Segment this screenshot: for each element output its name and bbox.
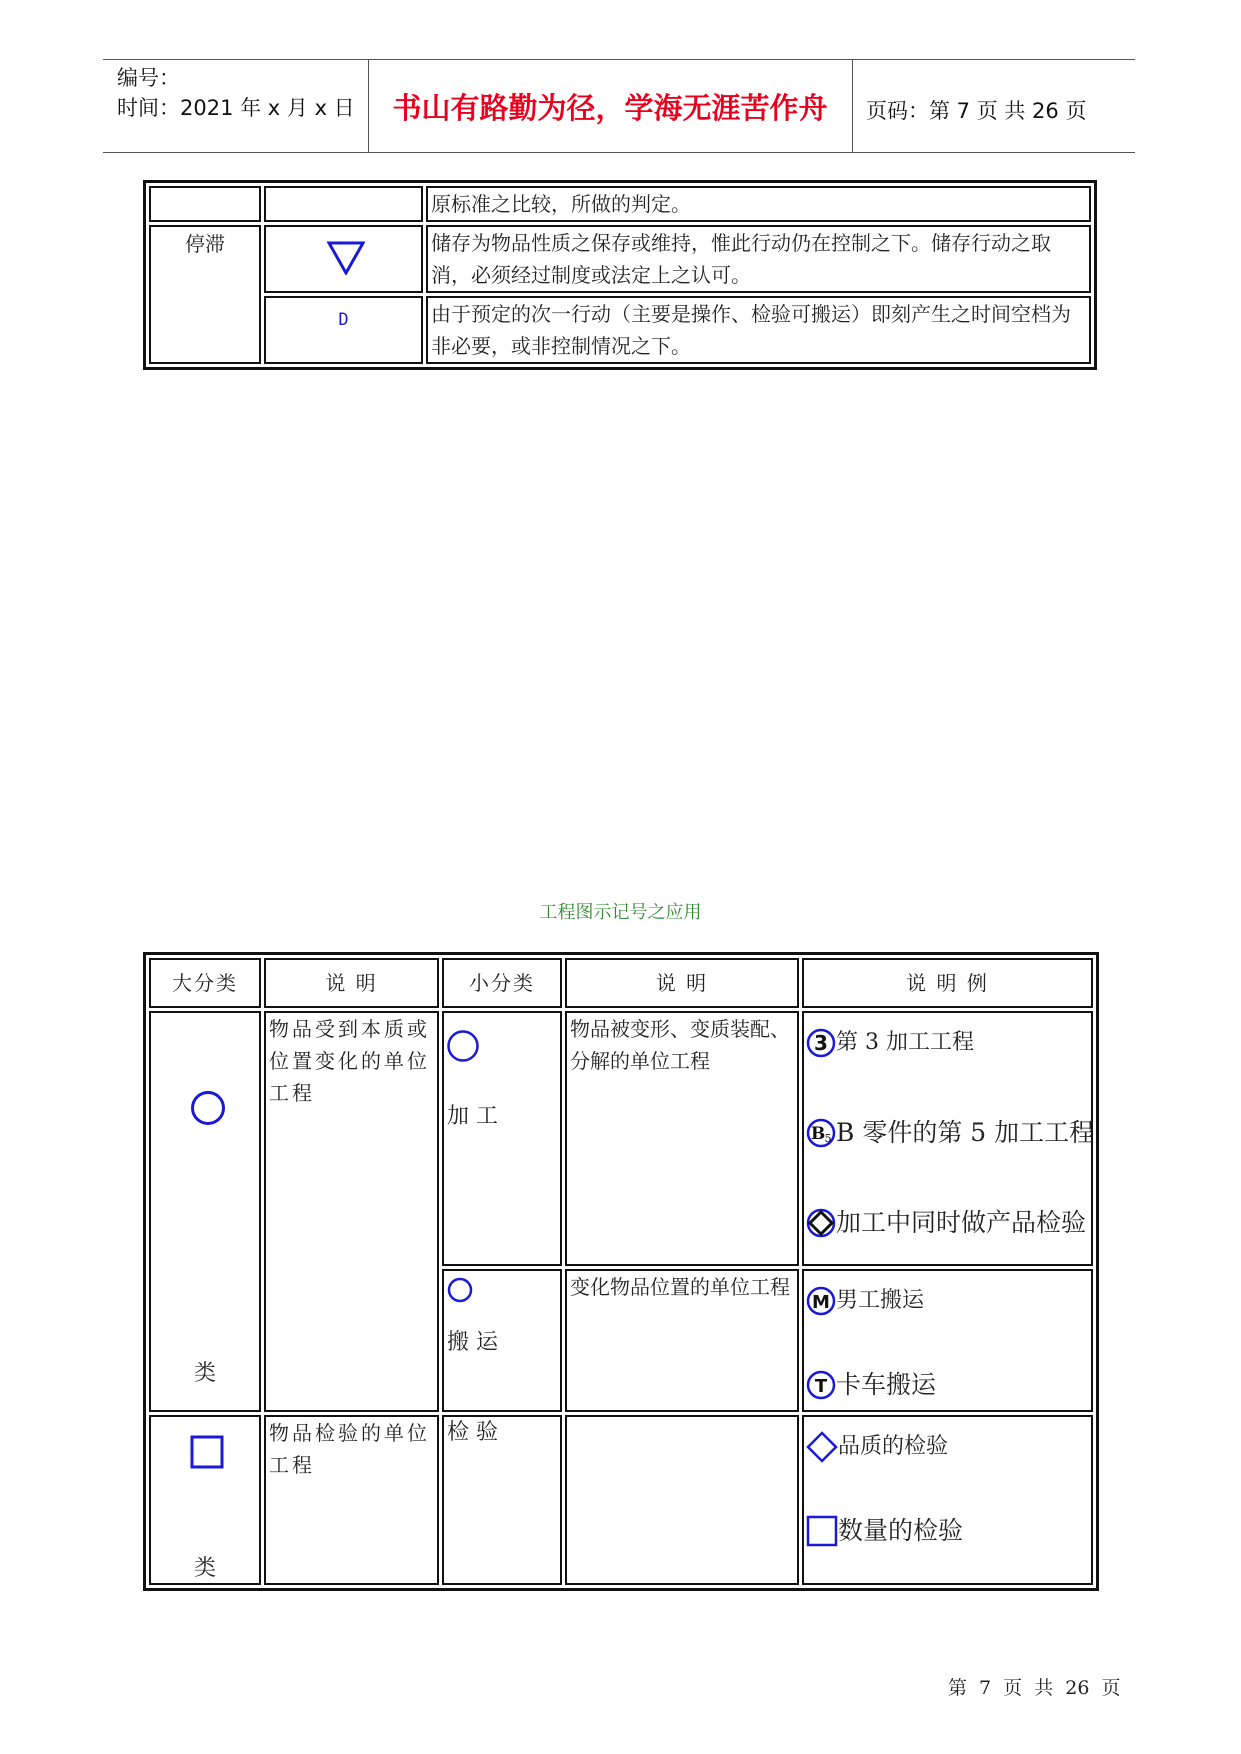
example-row	[806, 1117, 1094, 1149]
header-bottom-rule	[103, 152, 1135, 153]
inspection-description-cell	[264, 1415, 439, 1585]
inspection-label: 检 验	[447, 1420, 498, 1445]
stagnation-category-cell	[149, 225, 261, 364]
example-text: 卡车搬运	[836, 1370, 937, 1399]
svg-text:B: B	[810, 1124, 826, 1144]
storage-description: 储存为物品性质之保存或维持，惟此行动仍在控制之下。储存行动之取消，必须经过制度或法定上之认可。	[431, 231, 1051, 287]
table-row	[149, 1415, 1093, 1585]
example-row	[806, 1285, 924, 1317]
svg-text:M: M	[812, 1292, 830, 1313]
delay-description-cell	[426, 296, 1091, 364]
transport-circle-icon	[447, 1277, 473, 1303]
header-top-rule	[103, 59, 1135, 60]
example-text: 加工中同时做产品检验	[836, 1208, 1087, 1237]
inspection-description: 物品检验的单位工程	[269, 1421, 430, 1477]
diamond-icon	[806, 1431, 838, 1463]
col-header-major-category: 大分类	[149, 958, 261, 1008]
section-caption: 工程图示记号之应用	[539, 902, 702, 923]
example-row	[806, 1369, 936, 1401]
processing-subcategory-cell	[442, 1011, 562, 1266]
svg-text:T: T	[814, 1376, 828, 1397]
transport-description-cell	[565, 1269, 799, 1412]
table-row	[149, 296, 1091, 364]
col-header-description: 说 明	[565, 958, 799, 1008]
col-header-minor-category: 小分类	[442, 958, 562, 1008]
svg-text:3: 3	[814, 1031, 828, 1055]
symbol-table-continued	[143, 180, 1097, 370]
circle-t-icon	[806, 1370, 836, 1400]
table-row	[149, 186, 1091, 222]
processing-description-cell	[264, 1011, 439, 1412]
processing-circle-icon	[190, 1090, 226, 1126]
time-label: 时间：2021 年 x 月 x 日	[117, 96, 355, 120]
storage-description-cell	[426, 225, 1091, 293]
inspection-category-cell	[149, 1415, 261, 1585]
page-label: 页码：第 7 页 共 26 页	[866, 99, 1087, 123]
processing-examples-cell	[802, 1011, 1093, 1266]
example-row	[806, 1515, 963, 1547]
comparison-description: 原标准之比较，所做的判定。	[431, 192, 691, 216]
inspection-examples-cell	[802, 1415, 1093, 1585]
processing-category-cell	[149, 1011, 261, 1412]
motto-title: 书山有路勤为径，学海无涯苦作舟	[392, 91, 828, 125]
circle-m-icon	[806, 1286, 836, 1316]
storage-triangle-icon	[327, 241, 365, 275]
delay-symbol-cell	[264, 296, 423, 364]
table-row	[149, 225, 1091, 293]
processing-circle-icon	[446, 1029, 480, 1063]
processing-sub-description-cell	[565, 1011, 799, 1266]
storage-symbol-cell	[264, 225, 423, 293]
table-row	[149, 1011, 1093, 1266]
example-row	[806, 1207, 1086, 1239]
transport-examples-cell	[802, 1269, 1093, 1412]
col-header-examples: 说 明 例	[802, 958, 1093, 1008]
example-text: 数量的检验	[838, 1516, 964, 1545]
header-row	[149, 958, 1093, 1008]
processing-sub-description: 物品被变形、变质装配、分解的单位工程	[570, 1017, 790, 1073]
example-row	[806, 1431, 948, 1463]
svg-text:5: 5	[824, 1132, 832, 1145]
circle-3-icon	[806, 1028, 836, 1058]
inspection-subcategory-cell	[442, 1415, 562, 1585]
inspection-square-icon	[190, 1435, 224, 1469]
page-footer: 第 7 页 共 26 页	[948, 1677, 1121, 1699]
comparison-description-cell	[426, 186, 1091, 222]
example-row	[806, 1027, 974, 1059]
diamond-in-circle-icon	[806, 1208, 836, 1238]
square-icon	[806, 1515, 838, 1547]
empty-cell	[565, 1415, 799, 1585]
example-text: 男工搬运	[836, 1288, 925, 1313]
stagnation-label: 停滞	[185, 232, 225, 256]
example-text: 第 3 加工工程	[836, 1030, 974, 1055]
empty-cell	[264, 186, 423, 222]
processing-label: 加 工	[447, 1104, 498, 1129]
serial-label: 编号：	[117, 66, 180, 90]
circle-b5-icon	[806, 1118, 836, 1148]
category-suffix: 类	[193, 1361, 216, 1386]
delay-description: 由于预定的次一行动（主要是操作、检验可搬运）即刻产生之时间空档为非必要，或非控制情况之下。	[431, 302, 1071, 358]
process-symbol-table	[143, 952, 1099, 1591]
example-text: B 零件的第 5 加工工程	[836, 1118, 1095, 1147]
example-text: 品质的检验	[838, 1434, 949, 1459]
transport-subcategory-cell	[442, 1269, 562, 1412]
col-header-description: 说 明	[264, 958, 439, 1008]
transport-label: 搬 运	[447, 1330, 498, 1355]
empty-cell	[149, 186, 261, 222]
category-suffix: 类	[193, 1556, 216, 1581]
header-divider	[852, 60, 853, 153]
processing-description: 物品受到本质或位置变化的单位工程	[269, 1017, 430, 1105]
transport-description: 变化物品位置的单位工程	[570, 1275, 790, 1299]
delay-d-icon: D	[338, 310, 349, 330]
